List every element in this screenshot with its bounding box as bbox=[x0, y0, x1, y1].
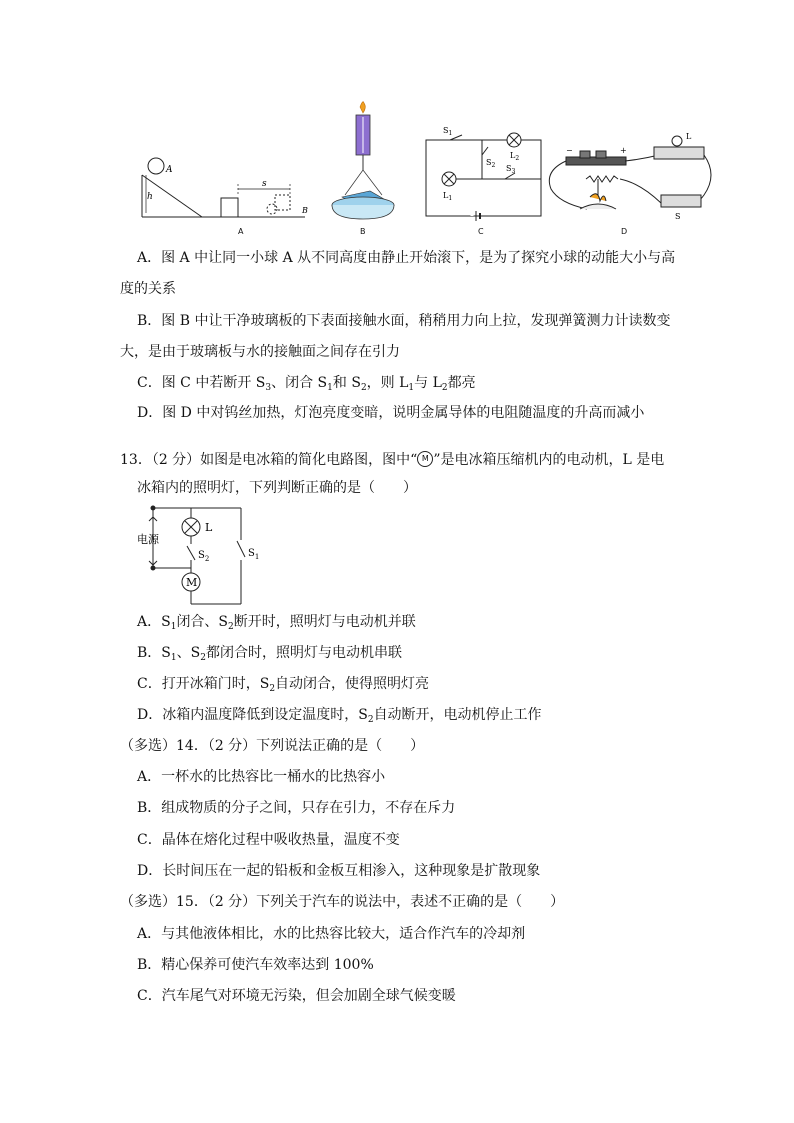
q13-stem-line2: 冰箱内的照明灯，下列判断正确的是（ ） bbox=[137, 480, 417, 496]
q12-option-d: D．图 D 中对钨丝加热，灯泡亮度变暗，说明金属导体的电阻随温度的升高而减小 bbox=[137, 405, 645, 421]
caption-b: B bbox=[360, 227, 366, 236]
burner-flame-icon bbox=[590, 194, 606, 201]
q15-option-b: B．精心保养可使汽车效率达到 100% bbox=[137, 957, 374, 973]
q13-figure bbox=[135, 500, 285, 610]
motor-icon: M bbox=[417, 451, 433, 467]
fig-a-b-label: B bbox=[302, 206, 308, 215]
fridge-circuit-svg bbox=[135, 500, 285, 610]
q12-option-a-line1: A．图 A 中让同一小球 A 从不同高度由静止开始滚下，是为了探究小球的动能大小与高 bbox=[137, 250, 676, 266]
fig13-s2-label: $S_2$ bbox=[198, 550, 210, 563]
q12-option-c: C．图 C 中若断开 $S_3$、闭合 $S_1$和 $S_2$，则 $L_1$与 $L_2$都亮 bbox=[137, 375, 476, 393]
figure-d bbox=[549, 136, 711, 209]
switch-icon bbox=[661, 195, 701, 207]
q13-option-b: B．$S_1$、$S_2$都闭合时，照明灯与电动机串联 bbox=[137, 645, 402, 663]
q13-stem-line1: 13．（2 分）如图是电冰箱的简化电路图，图中“ M ”是电冰箱压缩机内的电动机，L 是电 bbox=[120, 452, 665, 468]
fig13-source-label: 电源 bbox=[137, 533, 159, 546]
caption-d: D bbox=[621, 227, 628, 236]
box-icon bbox=[221, 198, 238, 217]
coil-icon bbox=[586, 176, 618, 182]
q14-option-c: C．晶体在熔化过程中吸收热量，温度不变 bbox=[137, 832, 400, 848]
q15-stem: （多选）15．（2 分）下列关于汽车的说法中，表述不正确的是（ ） bbox=[120, 894, 565, 910]
q14-option-b: B．组成物质的分子之间，只存在引力，不存在斥力 bbox=[137, 800, 456, 816]
ball-icon bbox=[148, 158, 164, 174]
q14-stem: （多选）14．（2 分）下列说法正确的是（ ） bbox=[120, 738, 425, 754]
fig-a-s-label: s bbox=[262, 179, 267, 189]
fig-d-plus: + bbox=[620, 146, 627, 155]
fig-a-h-label: h bbox=[147, 192, 153, 202]
fig-c-s1-label: $S_1$ bbox=[443, 126, 453, 137]
q13-option-d: D．冰箱内温度降低到设定温度时，$S_2$自动断开，电动机停止工作 bbox=[137, 707, 542, 725]
q12-option-b-line2: 大，是由于玻璃板与水的接触面之间存在引力 bbox=[120, 344, 400, 360]
q14-option-d: D．长时间压在一起的铅板和金板互相渗入，这种现象是扩散现象 bbox=[137, 863, 541, 879]
fig13-s1-label: $S_1$ bbox=[248, 548, 260, 561]
q14-option-a: A．一杯水的比热容比一桶水的比热容小 bbox=[137, 769, 386, 785]
caption-c: C bbox=[478, 227, 484, 236]
lamp-base-icon bbox=[654, 147, 704, 159]
figures-row bbox=[120, 95, 716, 240]
fig-d-lamp-label: L bbox=[686, 132, 692, 141]
figure-c bbox=[426, 133, 541, 221]
fig13-motor-label: M bbox=[186, 576, 198, 589]
q12-option-a-line2: 度的关系 bbox=[120, 281, 176, 297]
fig13-lamp-label: L bbox=[205, 521, 213, 534]
q15-option-a: A．与其他液体相比，水的比热容比较大，适合作汽车的冷却剂 bbox=[137, 926, 526, 942]
caption-a: A bbox=[238, 227, 244, 236]
fig-c-l2-label: $L_2$ bbox=[510, 151, 520, 162]
fig-d-minus: − bbox=[566, 146, 573, 155]
q13-option-c: C．打开冰箱门时，$S_2$自动闭合，使得照明灯亮 bbox=[137, 676, 430, 694]
fig-c-l1-label: $L_1$ bbox=[443, 191, 453, 202]
q12-option-b-line1: B．图 B 中让干净玻璃板的下表面接触水面，稍稍用力向上拉，发现弹簧测力计读数变 bbox=[137, 313, 671, 329]
q15-option-c: C．汽车尾气对环境无污染，但会加剧全球气候变暖 bbox=[137, 988, 456, 1004]
flame-icon bbox=[360, 102, 365, 113]
fig-a-ball-label: A bbox=[166, 165, 173, 175]
lamp-icon bbox=[672, 136, 682, 146]
fig-c-s2-label: $S_2$ bbox=[486, 158, 496, 169]
q13-option-a: A．$S_1$闭合、$S_2$断开时，照明灯与电动机并联 bbox=[137, 614, 416, 632]
fig-d-switch-label: S bbox=[675, 212, 681, 221]
fig-c-s3-label: $S_3$ bbox=[506, 164, 516, 175]
figure-b bbox=[332, 102, 394, 219]
figures-svg bbox=[120, 95, 716, 240]
